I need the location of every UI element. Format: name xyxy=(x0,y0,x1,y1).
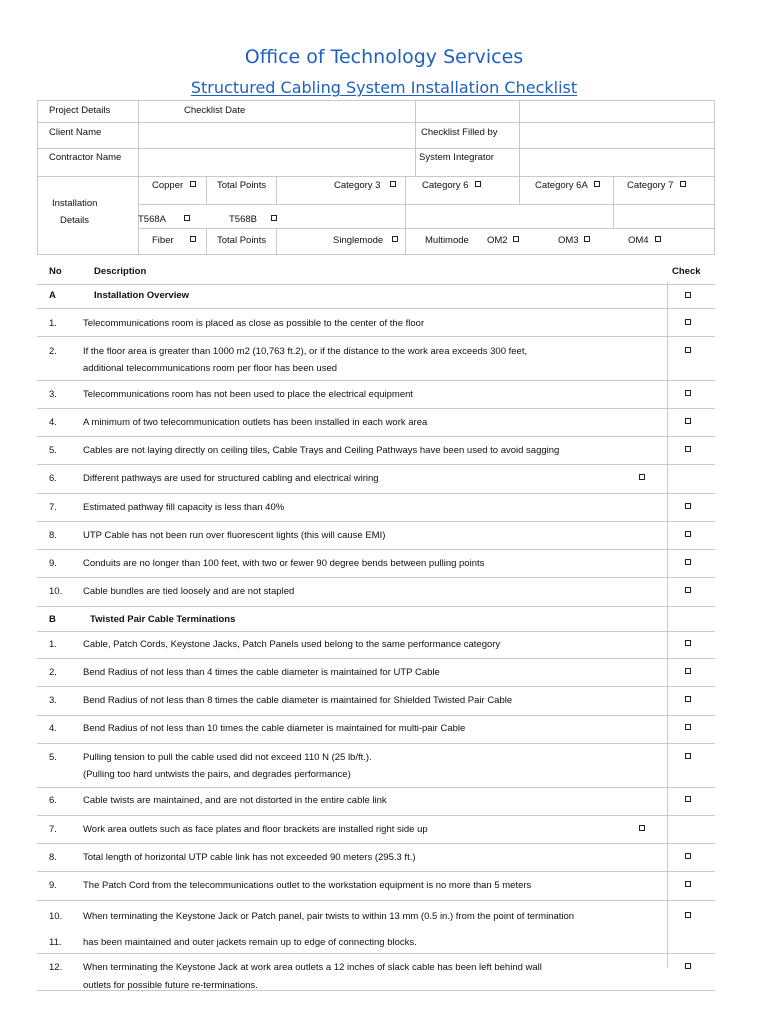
item-description-continued: outlets for possible future re-terminations. xyxy=(83,980,258,991)
category-7-label: Category 7 xyxy=(627,180,674,191)
section-b-title: Twisted Pair Cable Terminations xyxy=(90,614,236,625)
item-checkbox[interactable] xyxy=(685,503,691,509)
item-checkbox[interactable] xyxy=(685,912,691,918)
item-number: 6. xyxy=(49,795,57,806)
section-a-title: Installation Overview xyxy=(94,290,190,301)
column-header-description: Description xyxy=(94,266,147,277)
document-subtitle: Structured Cabling System Installation Checklist xyxy=(190,78,578,97)
item-description: Bend Radius of not less than 8 times the cable diameter is maintained for Shielded Twisted Pair Cable xyxy=(83,695,513,706)
item-description: UTP Cable has not been run over fluorescent lights (this will cause EMI) xyxy=(83,530,386,541)
item-checkbox[interactable] xyxy=(685,559,691,565)
item-number: 11. xyxy=(49,937,62,948)
item-checkbox[interactable] xyxy=(685,418,691,424)
item-description: Different pathways are used for structured cabling and electrical wiring xyxy=(83,473,379,484)
item-description: Work area outlets such as face plates and floor brackets are installed right side up xyxy=(83,824,428,835)
document-title: Office of Technology Services xyxy=(244,46,524,68)
item-number: 4. xyxy=(49,417,57,428)
contractor-name-label: Contractor Name xyxy=(49,152,122,163)
item-number: 4. xyxy=(49,723,57,734)
item-description-continued: additional telecommunications room per floor has been used xyxy=(83,363,338,374)
om2-label: OM2 xyxy=(487,235,508,246)
singlemode-label: Singlemode xyxy=(333,235,384,246)
section-a-checkbox[interactable] xyxy=(685,292,691,298)
om2-checkbox[interactable] xyxy=(513,236,519,242)
item-checkbox[interactable] xyxy=(685,640,691,646)
om4-checkbox[interactable] xyxy=(655,236,661,242)
om3-label: OM3 xyxy=(558,235,579,246)
item-number: 5. xyxy=(49,752,57,763)
item-number: 8. xyxy=(49,852,57,863)
client-name-label: Client Name xyxy=(49,127,102,138)
category-6a-label: Category 6A xyxy=(535,180,588,191)
section-b-letter: B xyxy=(49,614,56,625)
item-checkbox[interactable] xyxy=(685,796,691,802)
section-a-letter: A xyxy=(49,290,56,301)
item-number: 5. xyxy=(49,445,57,456)
item-number: 2. xyxy=(49,667,57,678)
copper-label: Copper xyxy=(152,180,184,191)
item-number: 9. xyxy=(49,880,57,891)
category-6-checkbox[interactable] xyxy=(475,181,481,187)
item-number: 10. xyxy=(49,911,63,922)
item-description: The Patch Cord from the telecommunications outlet to the workstation equipment is no more than 5 meters xyxy=(83,880,532,891)
item-checkbox[interactable] xyxy=(685,587,691,593)
fiber-label: Fiber xyxy=(152,235,174,246)
checklist-date-label: Checklist Date xyxy=(184,105,246,116)
item-number: 1. xyxy=(49,639,57,650)
total-points-copper-label: Total Points xyxy=(217,180,267,191)
category-3-checkbox[interactable] xyxy=(390,181,396,187)
item-checkbox[interactable] xyxy=(685,724,691,730)
item-checkbox[interactable] xyxy=(639,474,645,480)
multimode-label: Multimode xyxy=(425,235,469,246)
item-checkbox[interactable] xyxy=(685,347,691,353)
item-checkbox[interactable] xyxy=(685,390,691,396)
item-number: 10. xyxy=(49,586,63,597)
item-checkbox[interactable] xyxy=(685,446,691,452)
project-details-label: Project Details xyxy=(49,105,111,116)
item-description: Pulling tension to pull the cable used did not exceed 110 N (25 lb/ft.). xyxy=(83,752,372,763)
copper-checkbox[interactable] xyxy=(190,181,196,187)
total-points-fiber-label: Total Points xyxy=(217,235,267,246)
item-description: Total length of horizontal UTP cable link has not exceeded 90 meters (295.3 ft.) xyxy=(83,852,416,863)
item-checkbox[interactable] xyxy=(639,825,645,831)
item-description: Bend Radius of not less than 10 times the cable diameter is maintained for multi-pair Cable xyxy=(83,723,466,734)
item-description: Cable, Patch Cords, Keystone Jacks, Patch Panels used belong to the same performance category xyxy=(83,639,501,650)
item-checkbox[interactable] xyxy=(685,696,691,702)
item-number: 9. xyxy=(49,558,57,569)
t568b-checkbox[interactable] xyxy=(271,215,277,221)
item-checkbox[interactable] xyxy=(685,881,691,887)
item-description: Telecommunications room has not been used to place the electrical equipment xyxy=(83,389,414,400)
item-number: 8. xyxy=(49,530,57,541)
item-description: has been maintained and outer jackets remain up to edge of connecting blocks. xyxy=(83,937,417,948)
item-number: 3. xyxy=(49,389,57,400)
details-label: Details xyxy=(60,215,90,226)
item-description: When terminating the Keystone Jack or Patch panel, pair twists to within 13 mm (0.5 in.) from the point of termination xyxy=(83,911,575,922)
t568a-label: T568A xyxy=(138,214,166,225)
item-checkbox[interactable] xyxy=(685,531,691,537)
item-description-continued: (Pulling too hard untwists the pairs, and degrades performance) xyxy=(83,769,351,780)
column-header-check: Check xyxy=(672,266,701,277)
installation-label: Installation xyxy=(52,198,98,209)
item-checkbox[interactable] xyxy=(685,753,691,759)
item-description: Estimated pathway fill capacity is less than 40% xyxy=(83,502,285,513)
item-number: 7. xyxy=(49,502,57,513)
checklist-filled-by-label: Checklist Filled by xyxy=(421,127,498,138)
column-header-no: No xyxy=(49,266,62,277)
t568a-checkbox[interactable] xyxy=(184,215,190,221)
category-6-label: Category 6 xyxy=(422,180,469,191)
item-description: When terminating the Keystone Jack at work area outlets a 12 inches of slack cable has been left behind wall xyxy=(83,962,542,973)
t568b-label: T568B xyxy=(229,214,257,225)
item-number: 1. xyxy=(49,318,57,329)
category-6a-checkbox[interactable] xyxy=(594,181,600,187)
item-description: Telecommunications room is placed as close as possible to the center of the floor xyxy=(83,318,425,329)
item-description: Cable bundles are tied loosely and are not stapled xyxy=(83,586,295,597)
item-number: 6. xyxy=(49,473,57,484)
item-number: 7. xyxy=(49,824,57,835)
item-description: A minimum of two telecommunication outlets has been installed in each work area xyxy=(83,417,428,428)
item-number: 2. xyxy=(49,346,57,357)
item-number: 12. xyxy=(49,962,63,973)
item-checkbox[interactable] xyxy=(685,668,691,674)
singlemode-checkbox[interactable] xyxy=(392,236,398,242)
item-checkbox[interactable] xyxy=(685,319,691,325)
item-description: Bend Radius of not less than 4 times the cable diameter is maintained for UTP Cable xyxy=(83,667,440,678)
item-description: Cable twists are maintained, and are not distorted in the entire cable link xyxy=(83,795,387,806)
system-integrator-label: System Integrator xyxy=(419,152,494,163)
fiber-checkbox[interactable] xyxy=(190,236,196,242)
om3-checkbox[interactable] xyxy=(584,236,590,242)
category-3-label: Category 3 xyxy=(334,180,381,191)
item-description: Conduits are no longer than 100 feet, with two or fewer 90 degree bends between pulling points xyxy=(83,558,485,569)
item-description: If the floor area is greater than 1000 m2 (10,763 ft.2), or if the distance to the work area exceeds 300 feet, xyxy=(83,346,528,357)
item-checkbox[interactable] xyxy=(685,853,691,859)
category-7-checkbox[interactable] xyxy=(680,181,686,187)
item-checkbox[interactable] xyxy=(685,963,691,969)
om4-label: OM4 xyxy=(628,235,649,246)
item-number: 3. xyxy=(49,695,57,706)
item-description: Cables are not laying directly on ceiling tiles, Cable Trays and Ceiling Pathways have been used to avoid sagging xyxy=(83,445,560,456)
